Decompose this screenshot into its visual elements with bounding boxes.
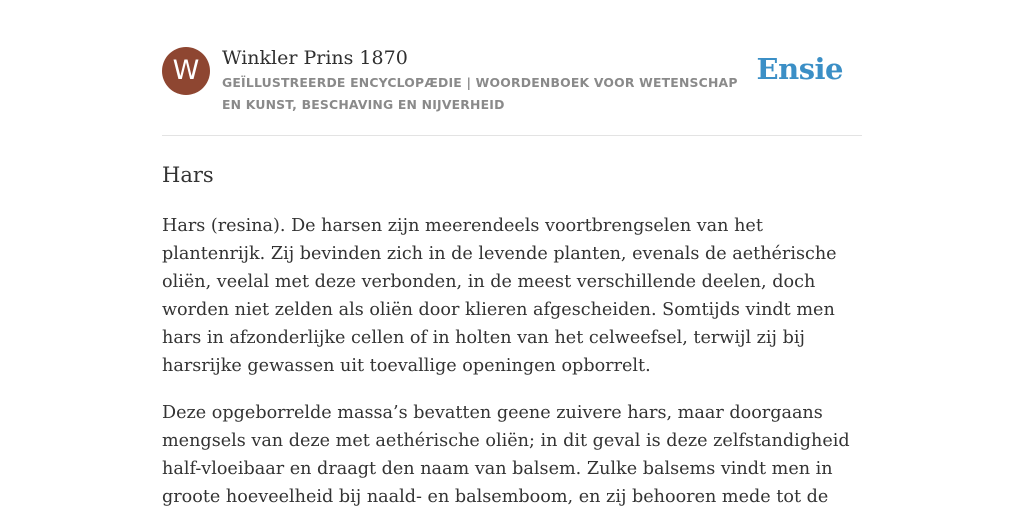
ensie-logo[interactable]: Ensie bbox=[756, 52, 843, 86]
entry-title: Hars bbox=[162, 163, 214, 187]
source-title-link[interactable]: Winkler Prins 1870 bbox=[222, 47, 408, 69]
entry-paragraph: Deze opgeborrelde massa’s bevatten geene zuivere hars, maar doorgaans mengsels van deze met aethérische oliën; in dit geval is deze zelfstandigheid half-vloeibaar en draagt den naam van balsem. Zulke balsems vindt men in groote hoeveelheid bij naald- en balsemboom, en zij behooren mede tot de bbox=[162, 403, 850, 507]
header-divider bbox=[162, 135, 862, 136]
source-header bbox=[162, 46, 862, 136]
entry-paragraph: Hars (resina). De harsen zijn meerendeels voortbrengselen van het plantenrijk. Zij bevinden zich in de levende planten, evenals de aethérische oliën, veelal met deze verbonden, in de meest verschillende deelen, doch worden niet zelden als oliën door klieren afgescheiden. Somtijds vindt men hars in afzonderlijke cellen of in holten van het celweefsel, terwijl zij bij harsrijke gewassen uit toevallige openingen opborrelt. bbox=[162, 216, 837, 376]
source-avatar[interactable]: W bbox=[162, 47, 210, 95]
source-subtitle: GEÏLLUSTREERDE ENCYCLOPÆDIE | WOORDENBOEK VOOR WETENSCHAP EN KUNST, BESCHAVING EN NIJVERHEID bbox=[222, 75, 738, 112]
entry-body bbox=[162, 212, 870, 512]
